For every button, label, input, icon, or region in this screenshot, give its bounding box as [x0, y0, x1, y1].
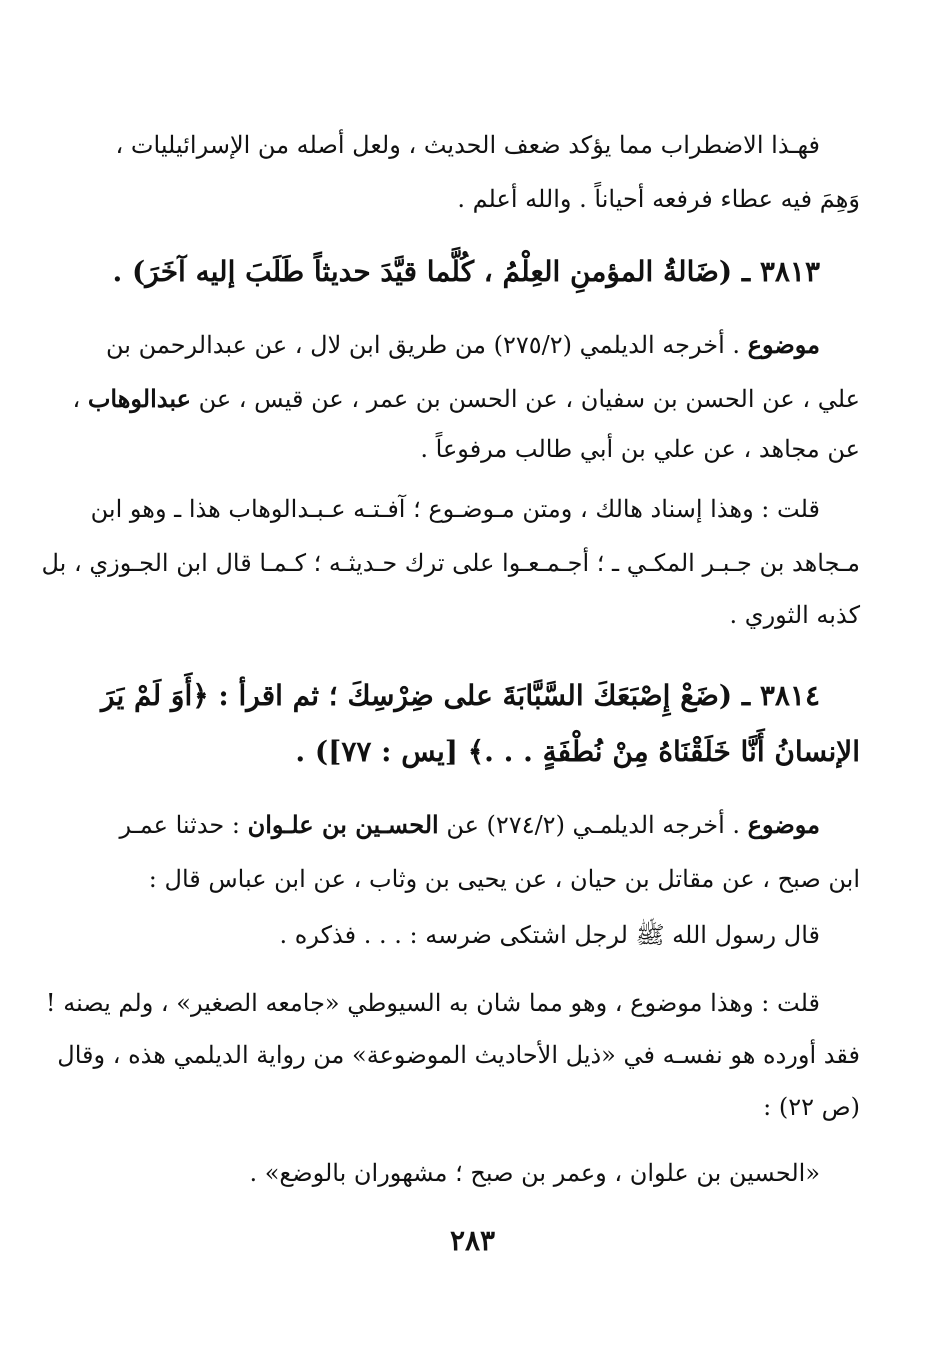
hadith-heading-3813: ٣٨١٣ ـ (ضَالةُ المؤمنِ العِلْمُ ، كُلَّما قيَّدَ حديثاً طَلَبَ إليه آخَرَ) .: [112, 255, 820, 288]
page-number: ٢٨٣: [449, 1224, 496, 1257]
text-line: [80, 808, 820, 842]
text-line: فقد أورده هو نفسـه في «ذيل الأحاديث الموضوعة» من رواية الديلمي هذه ، وقال: [57, 1041, 860, 1069]
text-line: [80, 328, 820, 362]
text-line: قال رسول الله ﷺ لرجل اشتكى ضرسه : . . . فذكره .: [279, 921, 820, 949]
text-line: قلت : وهذا إسناد هالك ، ومتن مـوضـوع ؛ آفـتـه عـبـدالوهاب هذا ـ وهو ابن: [90, 495, 820, 523]
text-line: قلت : وهذا موضوع ، وهو مما شان به السيوطي «جامعه الصغير» ، ولم يصنه !: [45, 989, 820, 1017]
text-span: ،: [72, 385, 88, 413]
text-span: : حدثنا عمـر: [119, 811, 248, 839]
narrator-name: الحسـين بن علـوان: [247, 810, 439, 839]
narrator-name: عبدالوهاب: [87, 384, 191, 413]
text-line: وَهِمَ فيه عطاء فرفعه أحياناً . والله أعلم .: [457, 185, 860, 213]
quoted-text: «الحسين بن علوان ، وعمر بن صبح ؛ مشهوران بالوضع» .: [249, 1159, 820, 1187]
ruling-label: موضوع: [747, 330, 820, 359]
hadith-heading-3814: ٣٨١٤ ـ (ضَعْ إِصْبَعَكَ السَّبَّابَةَ على ضِرْسِكَ ؛ ثم اقرأ : ﴿أَوَ لَمْ يَرَ: [101, 679, 820, 712]
text-span: . أخرجه الديلمي (٢٧٥/٢) من طريق ابن لال ، عن عبدالرحمن بن: [105, 331, 748, 359]
text-line: فهـذا الاضطراب مما يؤكد ضعف الحديث ، ولعل أصله من الإسرائيليات ،: [115, 131, 820, 159]
text-line: [72, 382, 860, 416]
text-span: . أخرجه الديلمـي (٢٧٤/٢) عن: [438, 811, 748, 839]
text-span: علي ، عن الحسن بن سفيان ، عن الحسن بن عمر ، عن قيس ، عن: [190, 385, 860, 413]
text-line: (ص ٢٢) :: [763, 1093, 860, 1121]
text-line: كذبه الثوري .: [729, 601, 860, 629]
text-line: مـجاهد بن جـبـر المكـي ـ ؛ أجـمـعـوا على ترك حـديثـه ؛ كـمـا قال ابن الجـوزي ، بل: [41, 549, 860, 577]
ruling-label: موضوع: [747, 810, 820, 839]
text-line: عن مجاهد ، عن علي بن أبي طالب مرفوعاً .: [420, 435, 860, 463]
hadith-heading-3814-cont: الإنسانُ أَنَّا خَلَقْنَاهُ مِنْ نُطْفَةٍ . . .﴾ [يس : ٧٧]) .: [295, 735, 860, 768]
text-line: ابن صبح ، عن مقاتل بن حيان ، عن يحيى بن وثاب ، عن ابن عباس قال :: [148, 865, 860, 893]
